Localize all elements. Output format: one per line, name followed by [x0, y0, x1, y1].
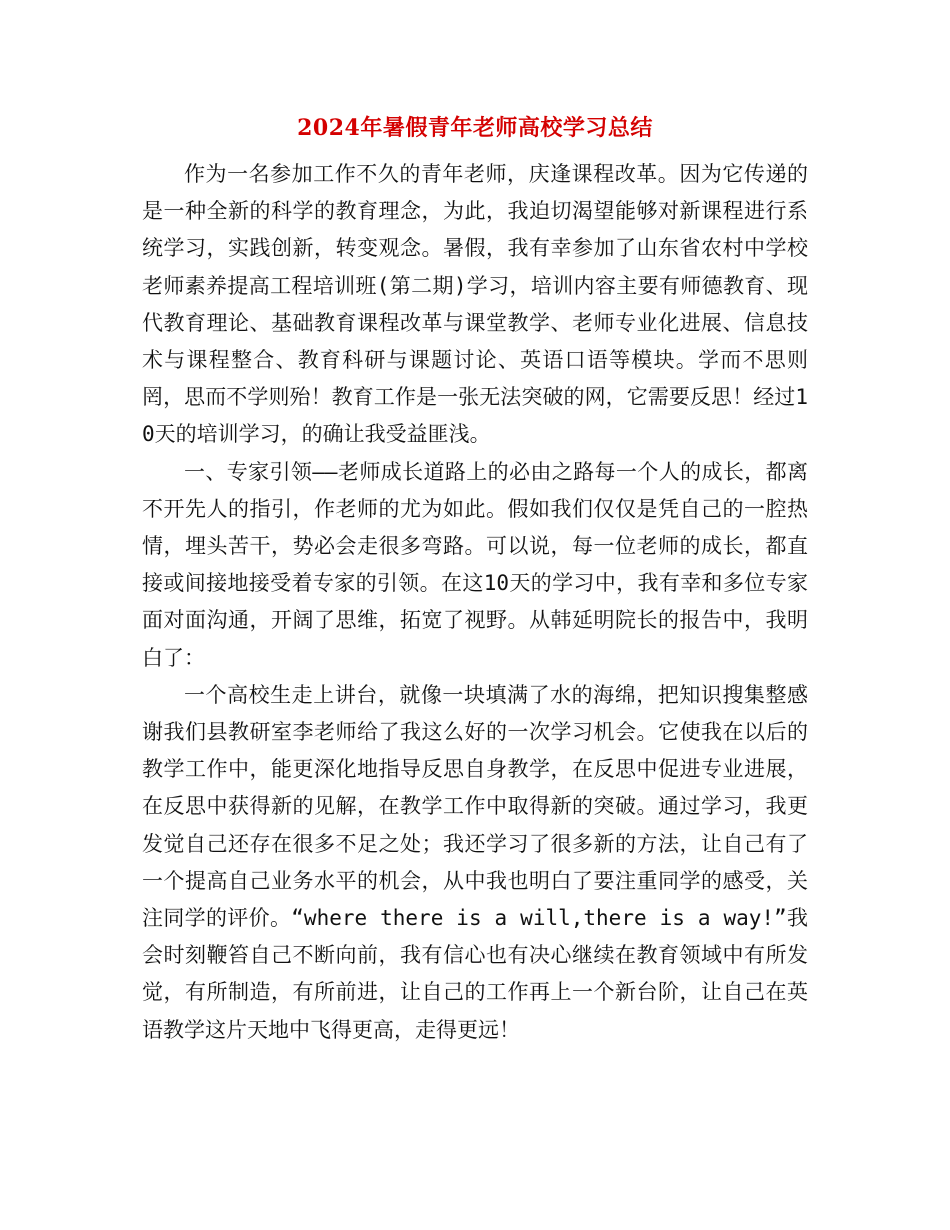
paragraph-conclusion: 一个高校生走上讲台，就像一块填满了水的海绵，把知识搜集整感谢我们县教研室李老师给了我这么好的一次学习机会。它使我在以后的教学工作中，能更深化地指导反思自身教学，在反思中促进专业进展，在反思中获得新的见解，在教学工作中取得新的突破。通过学习，我更发觉自己还存在很多不足之处；我还学习了很多新的方法，让自己有了一个提高自己业务水平的机会，从中我也明白了要注重同学的感受，关注同学的评价。“where there is a will,there is a way!”我会时刻鞭笞自己不断向前，我有信心也有决心继续在教育领域中有所发觉，有所制造，有所前进，让自己的工作再上一个新台阶，让自己在英语教学这片天地中飞得更高，走得更远！	[142, 682, 808, 1042]
paragraph-intro: 作为一名参加工作不久的青年老师，庆逢课程改革。因为它传递的是一种全新的科学的教育理念，为此，我迫切渴望能够对新课程进行系统学习，实践创新，转变观念。暑假，我有幸参加了山东省农村中学校老师素养提高工程培训班(第二期)学习，培训内容主要有师德教育、现代教育理论、基础教育课程改革与课堂教学、老师专业化进展、信息技术与课程整合、教育科研与课题讨论、英语口语等模块。学而不思则罔，思而不学则殆！教育工作是一张无法突破的网，它需要反思！经过10天的培训学习，的确让我受益匪浅。	[142, 162, 808, 447]
document-title: 2024年暑假青年老师高校学习总结	[297, 115, 653, 141]
paragraph-expert-guidance: 一、专家引领——老师成长道路上的必由之路每一个人的成长，都离不开先人的指引，作老师的尤为如此。假如我们仅仅是凭自己的一腔热情，埋头苦干，势必会走很多弯路。可以说，每一位老师的成长，都直接或间接地接受着专家的引领。在这10天的学习中，我有幸和多位专家面对面沟通，开阔了思维，拓宽了视野。从韩延明院长的报告中，我明白了：	[142, 459, 808, 670]
